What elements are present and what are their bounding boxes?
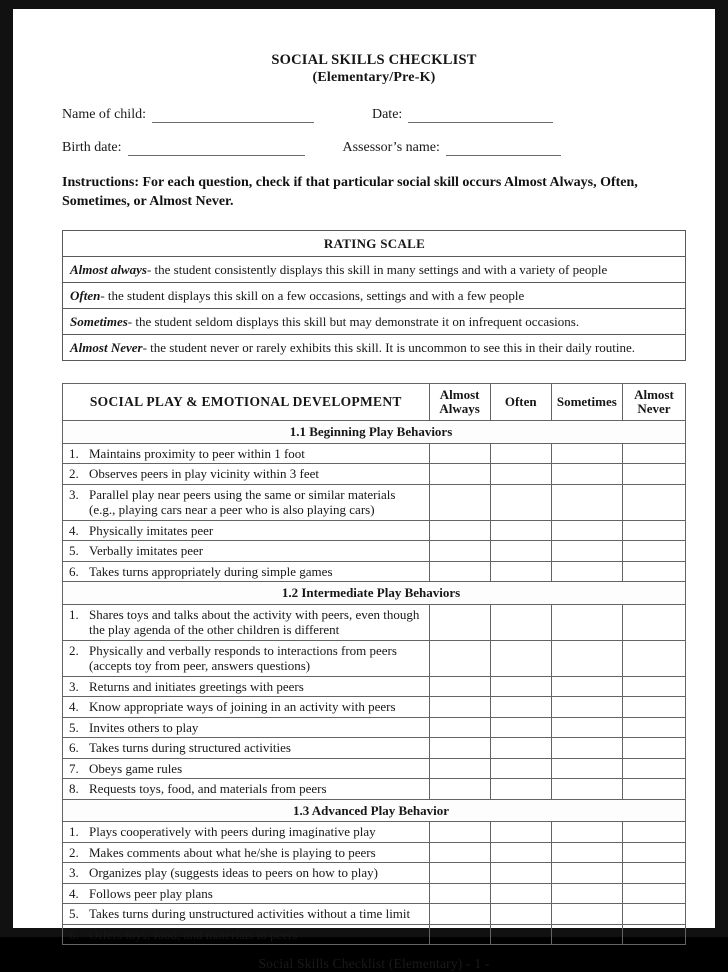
rating-checkbox-cell[interactable] [551,779,622,800]
rating-checkbox-cell[interactable] [551,561,622,582]
checklist-item-number: 7. [69,760,79,776]
rating-checkbox-cell[interactable] [622,924,685,945]
checklist-item-text: Obeys game rules [89,760,183,776]
rating-checkbox-cell[interactable] [490,758,551,779]
column-header-often: Often [490,384,551,421]
rating-checkbox-cell[interactable] [551,697,622,718]
checklist-item-number: 4. [69,699,79,714]
checklist-item-cell [63,904,430,925]
rating-checkbox-cell[interactable] [622,717,685,738]
checklist-item-text: Makes comments about what he/she is playing to peers [89,844,376,860]
rating-checkbox-cell[interactable] [622,484,685,520]
checklist-section-header-row [63,799,686,822]
rating-checkbox-cell[interactable] [429,541,490,562]
rating-checkbox-cell[interactable] [429,676,490,697]
checklist-item-cell [63,561,430,582]
title-line-2: (Elementary/Pre-K) [312,70,436,85]
checklist-item-row [63,561,686,582]
checklist-section-heading: 1.1 Beginning Play Behaviors [63,421,686,444]
document-page [13,9,715,971]
rating-checkbox-cell[interactable] [622,779,685,800]
rating-checkbox-cell[interactable] [490,697,551,718]
rating-checkbox-cell[interactable] [490,604,551,640]
checklist-item-text: Takes turns during structured activities [89,740,291,755]
rating-checkbox-cell[interactable] [551,883,622,904]
checklist-item-cell [63,717,430,738]
column-header-sometimes: Sometimes [551,384,622,421]
checklist-item-text: Physically imitates peer [89,522,214,538]
checklist-item-number: 4. [69,885,79,901]
rating-checkbox-cell[interactable] [429,520,490,541]
rating-checkbox-cell[interactable] [490,863,551,884]
rating-checkbox-cell[interactable] [490,904,551,925]
checklist-item-row [63,464,686,485]
rating-checkbox-cell[interactable] [429,640,490,676]
checklist-item-row [63,484,686,520]
checklist-item-row [63,738,686,759]
name-of-child-input[interactable] [152,109,314,123]
rating-checkbox-cell[interactable] [490,640,551,676]
rating-checkbox-cell[interactable] [622,640,685,676]
rating-checkbox-cell[interactable] [490,541,551,562]
checklist-item-cell [63,863,430,884]
rating-scale-cell [63,309,686,335]
identification-fields [62,107,686,156]
checklist-item-number: 6. [69,563,79,579]
checklist-item-text: Physically and verbally responds to interactions from peers (accepts toy from peer, answers questions) [89,642,397,673]
identification-row-2 [62,140,686,156]
checklist-item-text: Requests toys, food, and materials from peers [89,781,327,796]
rating-checkbox-cell[interactable] [429,484,490,520]
rating-scale-cell [63,257,686,283]
checklist-table [62,383,686,945]
checklist-item-row [63,604,686,640]
rating-description: - the student seldom displays this skill but may demonstrate it on infrequent occasions. [127,314,580,329]
page-footer: Social Skills Checklist (Elementary) - 1 - [258,956,490,971]
rating-scale-row [63,335,686,361]
rating-checkbox-cell[interactable] [429,842,490,863]
rating-checkbox-cell[interactable] [429,464,490,485]
checklist-item-number: 6. [69,740,79,755]
rating-description: - the student displays this skill on a few occasions, settings and with a few people [100,288,525,303]
rating-checkbox-cell[interactable] [622,520,685,541]
rating-checkbox-cell[interactable] [429,883,490,904]
rating-checkbox-cell[interactable] [429,924,490,945]
rating-scale-cell [63,335,686,361]
rating-term: Almost Never [70,340,143,355]
column-header-almost-never: Almost Never [622,384,685,421]
rating-checkbox-cell[interactable] [551,640,622,676]
rating-checkbox-cell[interactable] [490,464,551,485]
rating-checkbox-cell[interactable] [551,520,622,541]
rating-checkbox-cell[interactable] [551,484,622,520]
checklist-item-cell [63,520,430,541]
checklist-item-cell [63,779,430,800]
checklist-item-cell [63,924,430,945]
checklist-item-row [63,443,686,464]
rating-scale-row [63,309,686,335]
rating-checkbox-cell[interactable] [622,443,685,464]
checklist-item-cell [63,842,430,863]
rating-checkbox-cell[interactable] [622,758,685,779]
rating-checkbox-cell[interactable] [490,883,551,904]
checklist-item-row [63,541,686,562]
checklist-section-header-row [63,582,686,605]
rating-checkbox-cell[interactable] [551,717,622,738]
rating-checkbox-cell[interactable] [490,561,551,582]
checklist-item-cell [63,676,430,697]
birth-date-label: Birth date: [62,140,122,155]
checklist-section-heading: 1.3 Advanced Play Behavior [63,799,686,822]
checklist-item-row [63,904,686,925]
checklist-item-row [63,520,686,541]
date-field[interactable] [372,107,553,123]
checklist-item-text: Parallel play near peers using the same or similar materials (e.g., playing cars near a peer who is also playing cars) [89,486,396,517]
birth-date-input[interactable] [128,142,305,156]
rating-scale-body [63,231,686,361]
page-content [62,9,686,972]
rating-checkbox-cell[interactable] [429,443,490,464]
rating-checkbox-cell[interactable] [622,604,685,640]
rating-scale-row [63,283,686,309]
rating-checkbox-cell[interactable] [429,758,490,779]
checklist-item-number: 8. [69,781,79,796]
checklist-item-number: 5. [69,719,79,735]
rating-scale-header-row [63,231,686,257]
rating-checkbox-cell[interactable] [622,822,685,843]
rating-checkbox-cell[interactable] [490,520,551,541]
checklist-item-text: Maintains proximity to peer within 1 foot [89,445,305,461]
birth-date-field[interactable] [62,140,305,156]
checklist-item-number: 1. [69,824,79,839]
rating-scale-table [62,230,686,361]
rating-checkbox-cell[interactable] [490,717,551,738]
checklist-header-row [63,384,686,421]
rating-term: Often [70,288,101,303]
checklist-item-text: Returns and initiates greetings with peers [89,678,304,694]
rating-checkbox-cell[interactable] [490,842,551,863]
rating-checkbox-cell[interactable] [622,883,685,904]
rating-checkbox-cell[interactable] [622,863,685,884]
checklist-section-heading: 1.2 Intermediate Play Behaviors [63,582,686,605]
rating-term: Sometimes [70,314,128,329]
checklist-item-row [63,924,686,945]
checklist-item-cell [63,541,430,562]
rating-checkbox-cell[interactable] [429,738,490,759]
rating-checkbox-cell[interactable] [622,904,685,925]
checklist-item-text: Takes turns appropriately during simple games [89,563,333,579]
checklist-item-text: Plays cooperatively with peers during imaginative play [89,824,376,839]
document-title [62,52,686,86]
rating-checkbox-cell[interactable] [429,717,490,738]
rating-checkbox-cell[interactable] [490,484,551,520]
rating-checkbox-cell[interactable] [490,443,551,464]
rating-checkbox-cell[interactable] [551,464,622,485]
date-label: Date: [371,107,403,122]
checklist-item-row [63,822,686,843]
checklist-item-cell [63,697,430,718]
date-input[interactable] [408,109,553,123]
checklist-item-number: 6. [69,926,79,942]
rating-checkbox-cell[interactable] [551,822,622,843]
rating-checkbox-cell[interactable] [551,842,622,863]
rating-checkbox-cell[interactable] [551,541,622,562]
rating-checkbox-cell[interactable] [429,604,490,640]
name-of-child-field[interactable] [62,107,314,123]
rating-checkbox-cell[interactable] [622,697,685,718]
checklist-item-text: Offers toys, food, and materials to peers [89,926,298,942]
checklist-item-row [63,863,686,884]
checklist-item-row [63,779,686,800]
rating-checkbox-cell[interactable] [429,779,490,800]
title-line-1: SOCIAL SKILLS CHECKLIST [271,52,477,68]
checklist-section-header-row [63,421,686,444]
checklist-item-number: 4. [69,522,79,538]
assessor-name-input[interactable] [446,142,561,156]
checklist-item-number: 1. [69,445,79,461]
checklist-item-number: 3. [69,678,79,694]
checklist-item-row [63,717,686,738]
checklist-item-text: Invites others to play [89,719,199,735]
rating-checkbox-cell[interactable] [551,604,622,640]
rating-checkbox-cell[interactable] [551,738,622,759]
checklist-item-number: 3. [69,486,79,502]
checklist-item-cell [63,758,430,779]
rating-checkbox-cell[interactable] [551,863,622,884]
rating-checkbox-cell[interactable] [429,863,490,884]
rating-scale-row [63,257,686,283]
rating-checkbox-cell[interactable] [429,697,490,718]
checklist-item-text: Observes peers in play vicinity within 3 feet [89,466,319,481]
rating-description: - the student never or rarely exhibits this skill. It is uncommon to see this in their daily routine. [142,340,636,355]
rating-checkbox-cell[interactable] [490,924,551,945]
rating-checkbox-cell[interactable] [551,904,622,925]
assessor-name-field[interactable] [343,140,561,156]
rating-scale-cell [63,283,686,309]
assessor-name-label: Assessor’s name: [342,140,440,155]
checklist-item-text: Verbally imitates peer [89,543,204,558]
rating-description: - the student consistently displays this skill in many settings and with a variety of people [146,262,608,277]
rating-checkbox-cell[interactable] [551,924,622,945]
checklist-item-number: 3. [69,865,79,880]
rating-checkbox-cell[interactable] [622,464,685,485]
identification-row-1 [62,107,686,123]
checklist-item-cell [63,640,430,676]
rating-checkbox-cell[interactable] [429,822,490,843]
rating-checkbox-cell[interactable] [490,779,551,800]
checklist-item-number: 1. [69,606,79,622]
checklist-item-cell [63,822,430,843]
checklist-item-cell [63,464,430,485]
rating-checkbox-cell[interactable] [551,676,622,697]
checklist-domain-header: SOCIAL PLAY & EMOTIONAL DEVELOPMENT [63,384,430,421]
checklist-item-row [63,697,686,718]
checklist-item-cell [63,738,430,759]
rating-checkbox-cell[interactable] [551,758,622,779]
checklist-item-number: 5. [69,906,79,921]
checklist-item-number: 5. [69,543,79,558]
checklist-item-cell [63,604,430,640]
rating-checkbox-cell[interactable] [490,822,551,843]
rating-scale-header: RATING SCALE [63,231,686,257]
checklist-item-row [63,640,686,676]
rating-checkbox-cell[interactable] [551,443,622,464]
checklist-item-number: 2. [69,466,79,481]
rating-checkbox-cell[interactable] [429,904,490,925]
column-header-almost-always: Almost Always [429,384,490,421]
checklist-item-text: Follows peer play plans [89,885,213,901]
checklist-item-row [63,883,686,904]
rating-checkbox-cell[interactable] [429,561,490,582]
checklist-item-row [63,676,686,697]
checklist-item-row [63,758,686,779]
instructions-text: Instructions: For each question, check if that particular social skill occurs Almost Always, Often, Sometimes, or Almost Never. [62,175,638,209]
rating-checkbox-cell[interactable] [622,842,685,863]
rating-checkbox-cell[interactable] [622,738,685,759]
checklist-item-text: Organizes play (suggests ideas to peers on how to play) [89,865,378,880]
rating-checkbox-cell[interactable] [490,676,551,697]
checklist-body [63,384,686,945]
checklist-item-number: 2. [69,844,79,860]
checklist-item-row [63,842,686,863]
checklist-item-text: Shares toys and talks about the activity with peers, even though the play agenda of the other children is different [89,606,420,637]
checklist-item-cell [63,883,430,904]
rating-checkbox-cell[interactable] [622,676,685,697]
rating-term: Almost always [70,262,147,277]
checklist-item-cell [63,484,430,520]
name-of-child-label: Name of child: [62,107,146,122]
rating-checkbox-cell[interactable] [490,738,551,759]
checklist-item-text: Know appropriate ways of joining in an activity with peers [89,699,396,714]
checklist-item-cell [63,443,430,464]
checklist-item-text: Takes turns during unstructured activities without a time limit [89,906,411,921]
checklist-item-number: 2. [69,642,79,658]
rating-checkbox-cell[interactable] [622,561,685,582]
rating-checkbox-cell[interactable] [622,541,685,562]
